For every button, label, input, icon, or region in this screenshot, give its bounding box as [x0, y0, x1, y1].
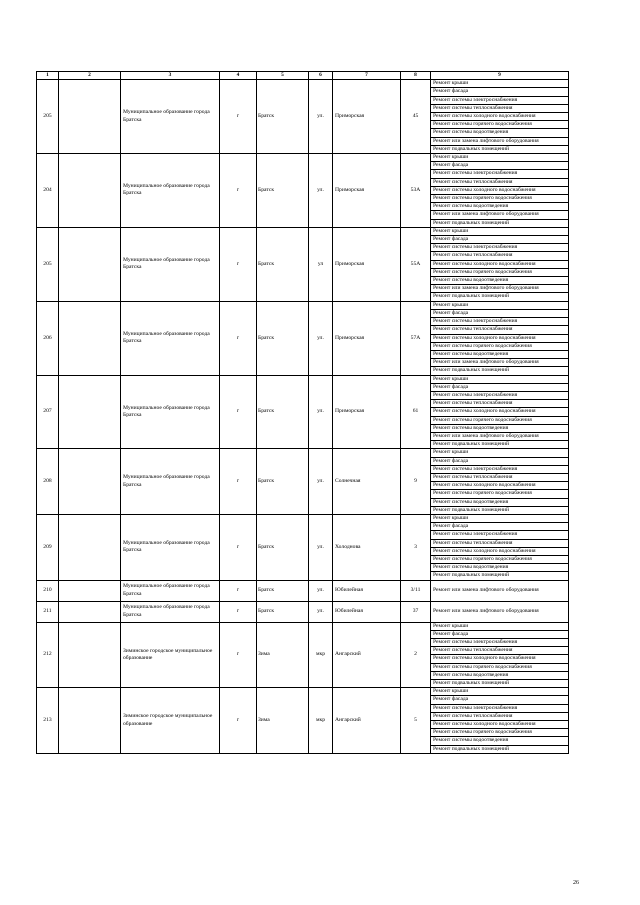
row-number: 206	[37, 301, 59, 375]
street-name: Ангарский	[333, 688, 401, 754]
row-number: 211	[37, 601, 59, 622]
house-number: 45	[401, 80, 431, 154]
work-type-cell: Ремонт системы холодного водоснабжения	[431, 334, 569, 342]
work-type-cell: Ремонт системы холодного водоснабжения	[431, 186, 569, 194]
column-2-cell	[59, 80, 121, 154]
house-number: 55А	[401, 227, 431, 301]
municipality-name: Муниципальное образование города Братска	[121, 301, 220, 375]
work-type-cell: Ремонт системы теплоснабжения	[431, 178, 569, 186]
work-type-cell: Ремонт фасада	[431, 162, 569, 170]
municipality-name: Муниципальное образование города Братска	[121, 580, 220, 601]
street-type: ул.	[309, 514, 333, 580]
row-number: 209	[37, 514, 59, 580]
header-cell: 1	[37, 72, 59, 80]
work-type-cell: Ремонт системы электроснабжения	[431, 391, 569, 399]
street-type: мкр	[309, 622, 333, 688]
row-number: 212	[37, 622, 59, 688]
house-number: 3	[401, 514, 431, 580]
work-type-cell: Ремонт системы электроснабжения	[431, 639, 569, 647]
work-type-cell: Ремонт системы водоотведения	[431, 564, 569, 572]
work-type-cell: Ремонт системы теплоснабжения	[431, 539, 569, 547]
settlement-type: г	[220, 80, 257, 154]
work-type-cell: Ремонт системы водоотведения	[431, 277, 569, 285]
street-type: ул.	[309, 375, 333, 449]
table-row	[37, 80, 569, 88]
house-number: 61	[401, 375, 431, 449]
work-type-cell: Ремонт системы холодного водоснабжения	[431, 408, 569, 416]
city-name: Братск	[257, 301, 309, 375]
work-type-cell: Ремонт системы холодного водоснабжения	[431, 260, 569, 268]
row-number: 213	[37, 688, 59, 754]
work-type-cell: Ремонт фасада	[431, 309, 569, 317]
header-cell: 8	[401, 72, 431, 80]
work-type-cell: Ремонт системы электроснабжения	[431, 465, 569, 473]
table-row	[37, 580, 569, 601]
street-name: Приморская	[333, 80, 401, 154]
work-type-cell: Ремонт системы горячего водоснабжения	[431, 729, 569, 737]
settlement-type: г	[220, 601, 257, 622]
street-type: ул	[309, 227, 333, 301]
work-type-cell: Ремонт системы водоотведения	[431, 424, 569, 432]
table-row	[37, 688, 569, 696]
house-number: 9	[401, 449, 431, 515]
work-type-cell: Ремонт фасада	[431, 383, 569, 391]
municipality-name: Муниципальное образование города Братска	[121, 375, 220, 449]
work-type-cell: Ремонт системы горячего водоснабжения	[431, 416, 569, 424]
street-name: Приморская	[333, 154, 401, 228]
house-number: 3/11	[401, 580, 431, 601]
work-type-cell: Ремонт фасада	[431, 630, 569, 638]
works-table	[36, 71, 569, 754]
work-type-cell: Ремонт системы теплоснабжения	[431, 104, 569, 112]
work-type-cell: Ремонт крыши	[431, 227, 569, 235]
work-type-cell: Ремонт или замена лифтового оборудования	[431, 285, 569, 293]
work-type-cell: Ремонт фасада	[431, 696, 569, 704]
work-type-cell: Ремонт системы горячего водоснабжения	[431, 555, 569, 563]
city-name: Братск	[257, 601, 309, 622]
work-type-cell: Ремонт системы горячего водоснабжения	[431, 490, 569, 498]
city-name: Зима	[257, 622, 309, 688]
header-cell: 3	[121, 72, 220, 80]
row-number: 205	[37, 80, 59, 154]
house-number: 57А	[401, 301, 431, 375]
city-name: Братск	[257, 375, 309, 449]
work-type-cell: Ремонт или замена лифтового оборудования	[431, 601, 569, 622]
work-type-cell: Ремонт крыши	[431, 375, 569, 383]
street-type: мкр	[309, 688, 333, 754]
table-row	[37, 301, 569, 309]
header-cell: 7	[333, 72, 401, 80]
settlement-type: г	[220, 227, 257, 301]
work-type-cell: Ремонт системы холодного водоснабжения	[431, 547, 569, 555]
work-type-cell: Ремонт системы электроснабжения	[431, 244, 569, 252]
work-type-cell: Ремонт подвальных помещений	[431, 441, 569, 449]
work-type-cell: Ремонт крыши	[431, 80, 569, 88]
work-type-cell: Ремонт системы теплоснабжения	[431, 326, 569, 334]
work-type-cell: Ремонт крыши	[431, 301, 569, 309]
column-2-cell	[59, 580, 121, 601]
street-type: ул.	[309, 449, 333, 515]
work-type-cell: Ремонт или замена лифтового оборудования	[431, 432, 569, 440]
work-type-cell: Ремонт крыши	[431, 688, 569, 696]
header-cell: 6	[309, 72, 333, 80]
municipality-name: Муниципальное образование города Братска	[121, 449, 220, 515]
work-type-cell: Ремонт системы электроснабжения	[431, 318, 569, 326]
municipality-name: Зиминское городское муниципальное образование	[121, 688, 220, 754]
municipality-name: Муниципальное образование города Братска	[121, 154, 220, 228]
work-type-cell: Ремонт системы теплоснабжения	[431, 400, 569, 408]
settlement-type: г	[220, 580, 257, 601]
work-type-cell: Ремонт системы горячего водоснабжения	[431, 663, 569, 671]
row-number: 205	[37, 227, 59, 301]
work-type-cell: Ремонт фасада	[431, 236, 569, 244]
column-2-cell	[59, 601, 121, 622]
work-type-cell: Ремонт подвальных помещений	[431, 680, 569, 688]
house-number: 2	[401, 622, 431, 688]
city-name: Братск	[257, 514, 309, 580]
header-cell: 5	[257, 72, 309, 80]
work-type-cell: Ремонт фасада	[431, 523, 569, 531]
table-row	[37, 449, 569, 457]
table-row	[37, 375, 569, 383]
work-type-cell: Ремонт системы холодного водоснабжения	[431, 482, 569, 490]
work-type-cell: Ремонт или замена лифтового оборудования	[431, 137, 569, 145]
house-number: 37	[401, 601, 431, 622]
work-type-cell: Ремонт системы водоотведения	[431, 129, 569, 137]
work-type-cell: Ремонт подвальных помещений	[431, 506, 569, 514]
work-type-cell: Ремонт системы электроснабжения	[431, 704, 569, 712]
street-name: Приморская	[333, 301, 401, 375]
municipality-name: Муниципальное образование города Братска	[121, 601, 220, 622]
work-type-cell: Ремонт крыши	[431, 622, 569, 630]
work-type-cell: Ремонт системы холодного водоснабжения	[431, 721, 569, 729]
work-type-cell: Ремонт или замена лифтового оборудования	[431, 211, 569, 219]
work-type-cell: Ремонт системы холодного водоснабжения	[431, 113, 569, 121]
column-2-cell	[59, 301, 121, 375]
street-name: Юбилейная	[333, 580, 401, 601]
work-type-cell: Ремонт или замена лифтового оборудования	[431, 580, 569, 601]
work-type-cell: Ремонт системы теплоснабжения	[431, 473, 569, 481]
street-name: Холоднова	[333, 514, 401, 580]
row-number: 210	[37, 580, 59, 601]
table-row	[37, 622, 569, 630]
municipality-name: Зиминское городское муниципальное образование	[121, 622, 220, 688]
work-type-cell: Ремонт фасада	[431, 457, 569, 465]
row-number: 208	[37, 449, 59, 515]
row-number: 204	[37, 154, 59, 228]
settlement-type: г	[220, 375, 257, 449]
municipality-name: Муниципальное образование города Братска	[121, 80, 220, 154]
column-2-cell	[59, 449, 121, 515]
table-row	[37, 601, 569, 622]
settlement-type: г	[220, 622, 257, 688]
work-type-cell: Ремонт системы электроснабжения	[431, 531, 569, 539]
work-type-cell: Ремонт крыши	[431, 449, 569, 457]
municipality-name: Муниципальное образование города Братска	[121, 227, 220, 301]
column-2-cell	[59, 688, 121, 754]
work-type-cell: Ремонт подвальных помещений	[431, 219, 569, 227]
work-type-cell: Ремонт системы теплоснабжения	[431, 647, 569, 655]
work-type-cell: Ремонт системы холодного водоснабжения	[431, 655, 569, 663]
city-name: Братск	[257, 580, 309, 601]
table-row	[37, 154, 569, 162]
settlement-type: г	[220, 514, 257, 580]
header-cell: 9	[431, 72, 569, 80]
settlement-type: г	[220, 449, 257, 515]
city-name: Братск	[257, 80, 309, 154]
work-type-cell: Ремонт системы горячего водоснабжения	[431, 121, 569, 129]
settlement-type: г	[220, 154, 257, 228]
street-type: ул.	[309, 154, 333, 228]
house-number: 53А	[401, 154, 431, 228]
street-name: Ангарский	[333, 622, 401, 688]
work-type-cell: Ремонт подвальных помещений	[431, 745, 569, 753]
column-2-cell	[59, 514, 121, 580]
street-name: Приморская	[333, 227, 401, 301]
work-type-cell: Ремонт системы водоотведения	[431, 737, 569, 745]
table-body	[37, 72, 569, 754]
street-type: ул.	[309, 580, 333, 601]
header-cell: 2	[59, 72, 121, 80]
municipality-name: Муниципальное образование города Братска	[121, 514, 220, 580]
work-type-cell: Ремонт подвальных помещений	[431, 293, 569, 301]
settlement-type: г	[220, 688, 257, 754]
work-type-cell: Ремонт системы горячего водоснабжения	[431, 268, 569, 276]
work-type-cell: Ремонт системы электроснабжения	[431, 96, 569, 104]
work-type-cell: Ремонт системы водоотведения	[431, 498, 569, 506]
street-name: Солнечная	[333, 449, 401, 515]
table-row	[37, 514, 569, 522]
column-2-cell	[59, 375, 121, 449]
street-type: ул.	[309, 301, 333, 375]
column-2-cell	[59, 154, 121, 228]
work-type-cell: Ремонт подвальных помещений	[431, 145, 569, 153]
work-type-cell: Ремонт подвальных помещений	[431, 367, 569, 375]
work-type-cell: Ремонт крыши	[431, 154, 569, 162]
street-name: Юбилейная	[333, 601, 401, 622]
work-type-cell: Ремонт или замена лифтового оборудования	[431, 359, 569, 367]
column-2-cell	[59, 227, 121, 301]
work-type-cell: Ремонт системы теплоснабжения	[431, 712, 569, 720]
street-type: ул.	[309, 80, 333, 154]
header-row	[37, 72, 569, 80]
work-type-cell: Ремонт системы электроснабжения	[431, 170, 569, 178]
city-name: Братск	[257, 449, 309, 515]
header-cell: 4	[220, 72, 257, 80]
table-row	[37, 227, 569, 235]
city-name: Братск	[257, 154, 309, 228]
work-type-cell: Ремонт системы водоотведения	[431, 671, 569, 679]
settlement-type: г	[220, 301, 257, 375]
street-type: ул.	[309, 601, 333, 622]
city-name: Зима	[257, 688, 309, 754]
work-type-cell: Ремонт подвальных помещений	[431, 572, 569, 580]
row-number: 207	[37, 375, 59, 449]
work-type-cell: Ремонт системы водоотведения	[431, 350, 569, 358]
column-2-cell	[59, 622, 121, 688]
work-type-cell: Ремонт системы водоотведения	[431, 203, 569, 211]
work-type-cell: Ремонт фасада	[431, 88, 569, 96]
street-name: Приморская	[333, 375, 401, 449]
work-type-cell: Ремонт системы горячего водоснабжения	[431, 342, 569, 350]
page-number: 26	[573, 880, 579, 886]
house-number: 5	[401, 688, 431, 754]
work-type-cell: Ремонт системы теплоснабжения	[431, 252, 569, 260]
city-name: Братск	[257, 227, 309, 301]
work-type-cell: Ремонт крыши	[431, 514, 569, 522]
work-type-cell: Ремонт системы горячего водоснабжения	[431, 195, 569, 203]
